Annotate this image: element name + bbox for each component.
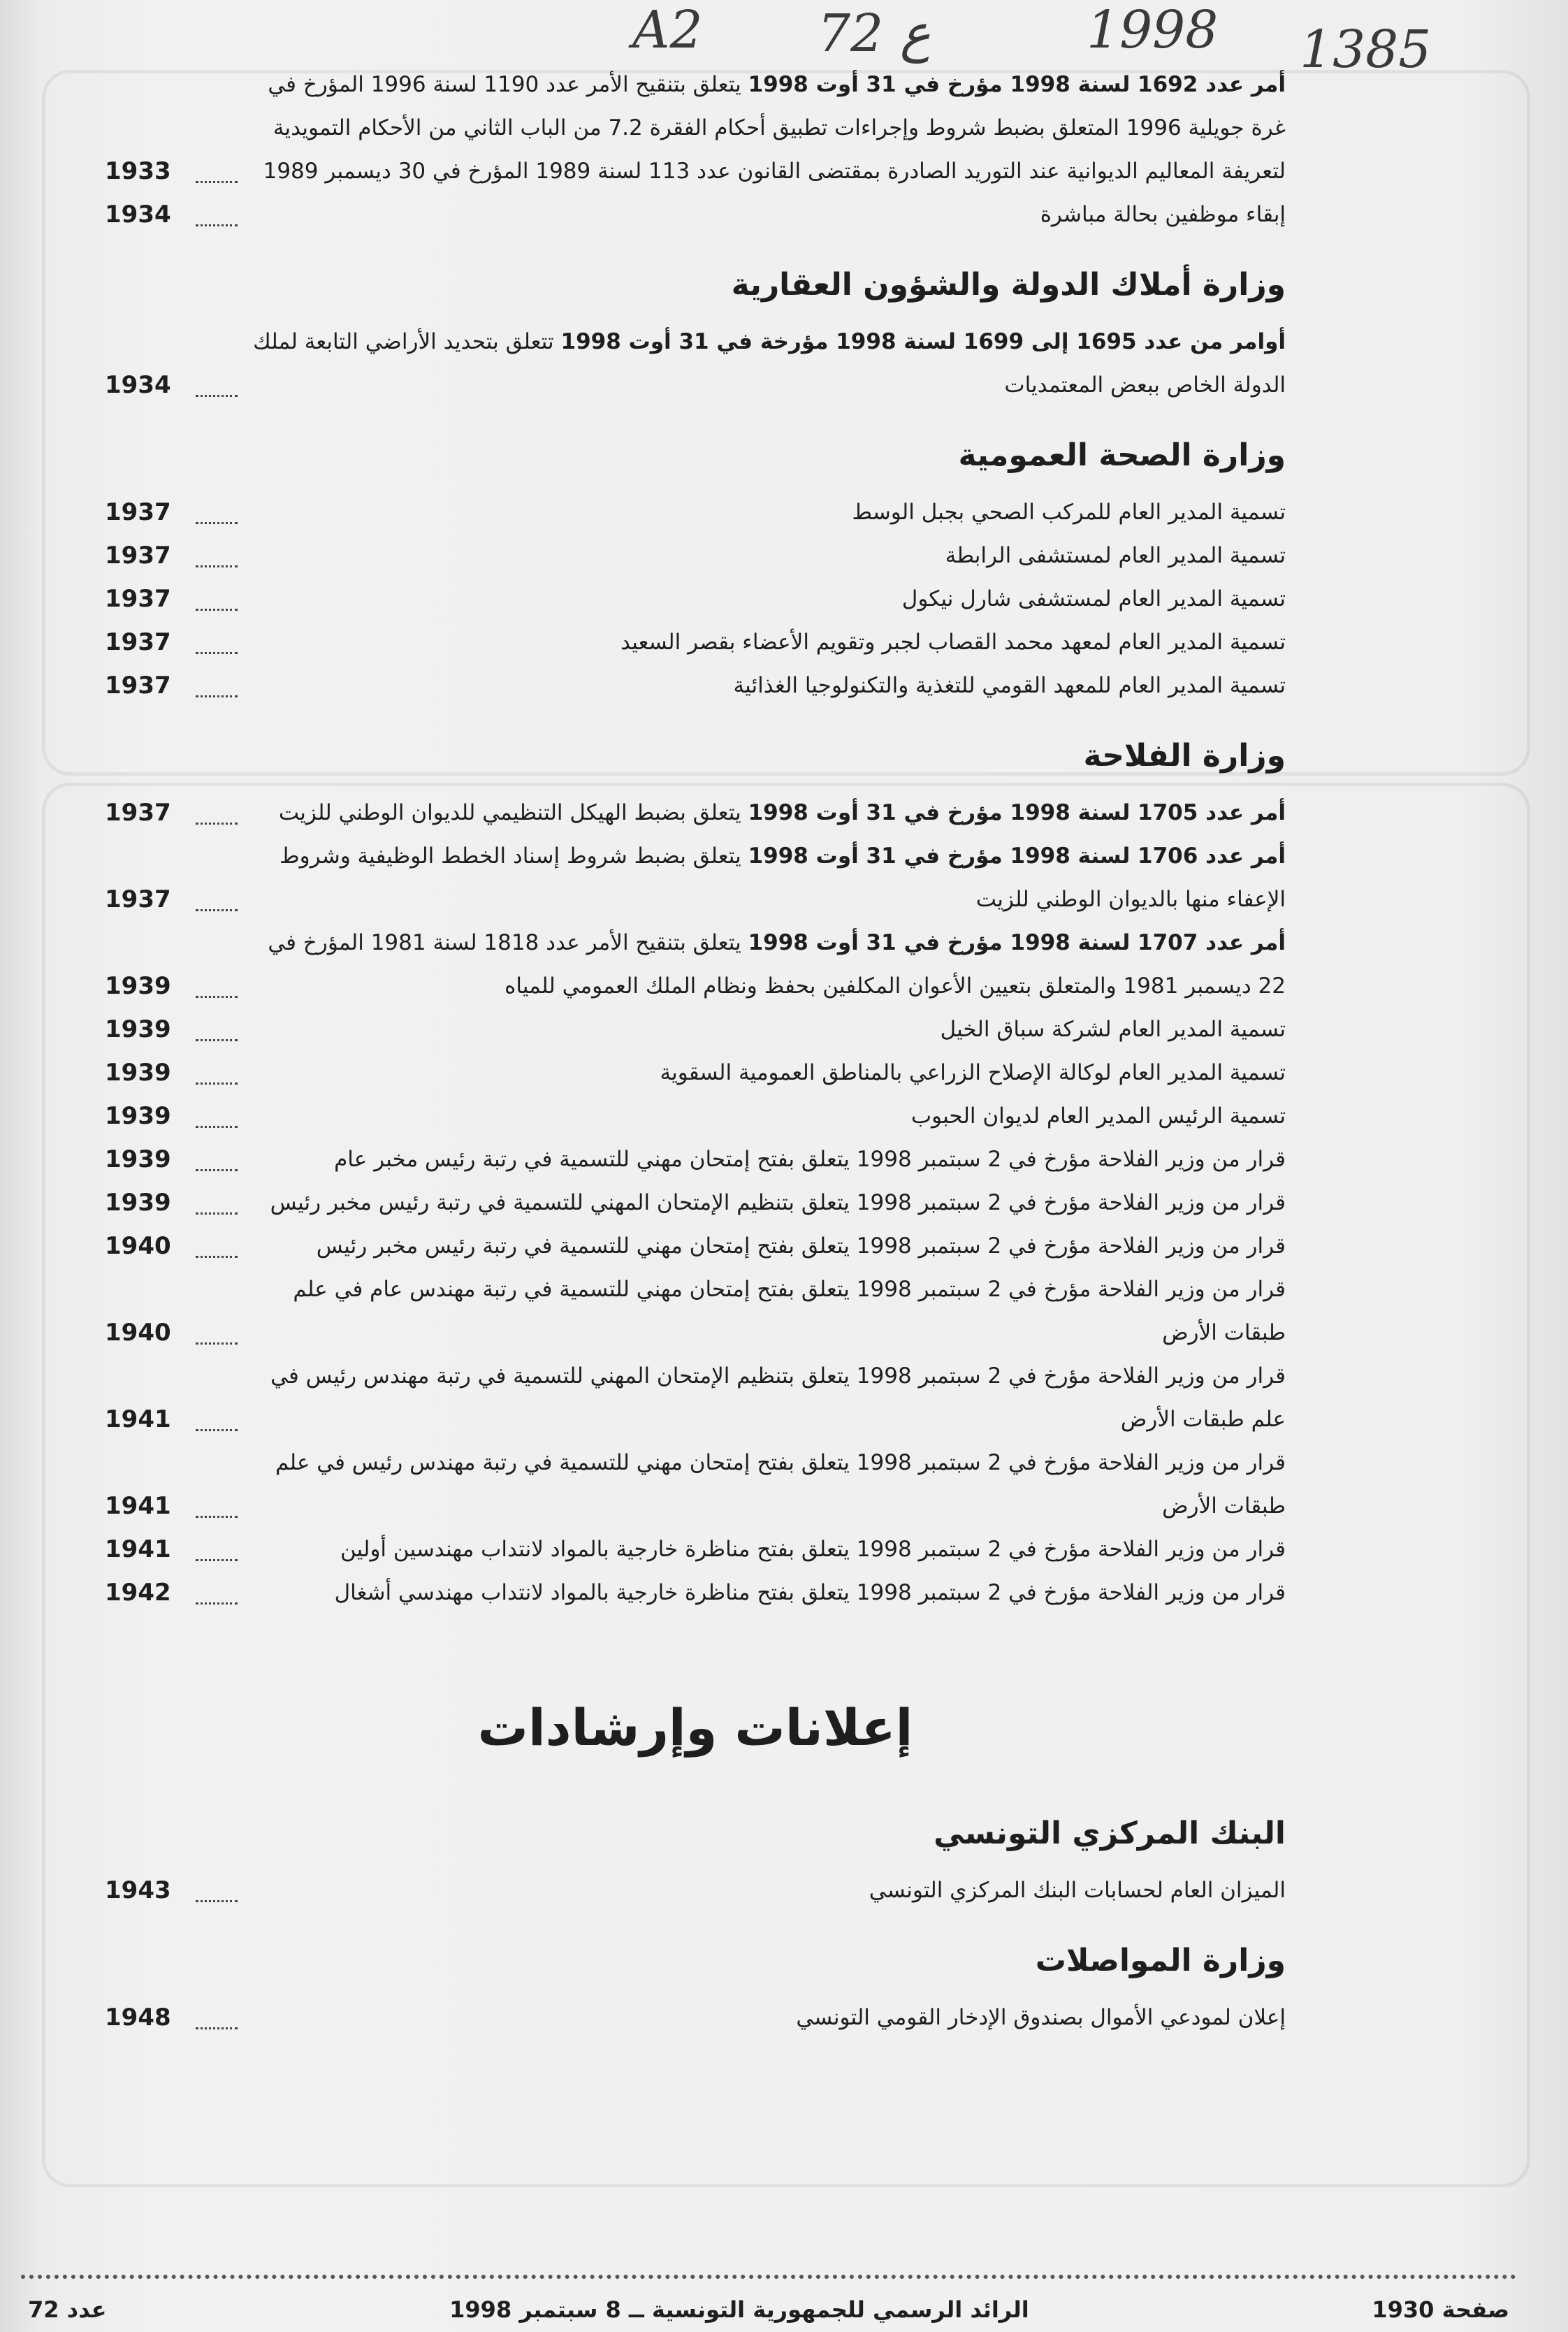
section-title: وزارة الفلاحة <box>1083 738 1286 774</box>
toc-entry-title: يتعلق بضبط الهيكل التنظيمي للديوان الوطني للزيت <box>278 800 748 825</box>
toc-entry-title: يتعلق بتنقيح الأمر عدد 1818 لسنة 1981 المؤرخ في 22 ديسمبر 1981 والمتعلق بتعيين الأعوان المكلفين بحفظ ونظام الملك العمومي للمياه <box>268 930 1286 999</box>
toc-entry-text <box>189 1354 1286 1441</box>
toc-entry-page: 1942 <box>105 1579 171 1607</box>
footer-page-label: صفحة 1930 <box>1372 2296 1509 2323</box>
toc-entry-title: تتعلق بتحديد الأراضي التابعة لملك الدولة الخاص ببعض المعتمديات <box>253 329 1286 398</box>
toc-entry-page: 1934 <box>105 371 171 399</box>
toc-entry-page: 1937 <box>105 628 171 656</box>
toc-entry-text <box>189 1008 1286 1051</box>
toc-entry-text <box>189 1181 1286 1224</box>
toc-entry-page: 1941 <box>105 1492 171 1520</box>
toc-entry <box>105 921 1286 1008</box>
leader-dots <box>196 1900 238 1902</box>
toc-entry-title: إعلان لمودعي الأموال بصندوق الإدخار القومي التونسي <box>796 2005 1286 2030</box>
toc-entry-text <box>189 791 1286 834</box>
toc-entry-page: 1939 <box>105 1059 171 1087</box>
toc-entry <box>105 1224 1286 1268</box>
section-title: وزارة أملاك الدولة والشؤون العقارية <box>731 267 1286 303</box>
toc-entry <box>105 577 1286 621</box>
leader-dots <box>196 1516 238 1518</box>
footer-divider <box>21 2275 1516 2279</box>
toc-entry-title: تسمية المدير العام للمعهد القومي للتغذية والتكنولوجيا الغذائية <box>733 673 1286 698</box>
toc-entry-lead: أمر عدد 1706 لسنة 1998 مؤرخ في 31 أوت 1998 <box>748 843 1286 869</box>
leader-dots <box>196 1212 238 1215</box>
leader-dots <box>196 224 238 226</box>
leader-dots <box>196 1039 238 1041</box>
toc-entry-lead: أمر عدد 1692 لسنة 1998 مؤرخ في 31 أوت 1998 <box>748 72 1286 97</box>
toc-entry <box>105 1869 1286 1912</box>
toc-entry-lead: أمر عدد 1707 لسنة 1998 مؤرخ في 31 أوت 1998 <box>748 930 1286 955</box>
leader-dots <box>196 909 238 911</box>
handwritten-number: 1385 <box>1300 20 1432 80</box>
toc-entry-title: قرار من وزير الفلاحة مؤرخ في 2 سبتمبر 1998 يتعلق بفتح إمتحان مهني للتسمية في رتبة رئيس مخبر رئيس <box>316 1233 1286 1259</box>
toc-entry-text <box>189 1051 1286 1094</box>
toc-entry <box>105 1268 1286 1354</box>
toc-entry-page: 1939 <box>105 972 171 1000</box>
toc-entry-text <box>189 664 1286 707</box>
toc-entry-page: 1937 <box>105 672 171 700</box>
toc-entry <box>105 1441 1286 1528</box>
handwritten-ref-b: 72 ع <box>818 3 931 64</box>
toc-entry-text <box>189 1996 1286 2039</box>
toc-entry-page: 1939 <box>105 1189 171 1217</box>
toc-entry <box>105 63 1286 193</box>
sections-list <box>105 264 1286 1614</box>
toc-entry-title: تسمية المدير العام لمستشفى شارل نيكول <box>901 586 1286 611</box>
toc-entry <box>105 1571 1286 1614</box>
page-footer <box>28 2292 1509 2327</box>
toc-entry <box>105 791 1286 834</box>
leader-dots <box>196 1126 238 1128</box>
toc-entry-title: تسمية الرئيس المدير العام لديوان الحبوب <box>910 1103 1286 1129</box>
toc-entry-title: إبقاء موظفين بحالة مباشرة <box>1040 202 1286 227</box>
toc-entry-page: 1941 <box>105 1405 171 1433</box>
toc-entry-page: 1937 <box>105 799 171 827</box>
toc-entry-page: 1940 <box>105 1319 171 1347</box>
toc-entry-title: تسمية المدير العام لوكالة الإصلاح الزراعي بالمناطق العمومية السقوية <box>660 1060 1286 1085</box>
leader-dots <box>196 609 238 611</box>
toc-entry-page: 1940 <box>105 1232 171 1260</box>
leader-dots <box>196 1169 238 1171</box>
leader-dots <box>196 823 238 825</box>
toc-entry-title: قرار من وزير الفلاحة مؤرخ في 2 سبتمبر 1998 يتعلق بفتح مناظرة خارجية بالمواد لانتداب مهندسي أشغال <box>334 1580 1286 1605</box>
toc-entry-title: قرار من وزير الفلاحة مؤرخ في 2 سبتمبر 1998 يتعلق بفتح مناظرة خارجية بالمواد لانتداب مهندسين أولين <box>340 1537 1286 1562</box>
toc-entry <box>105 621 1286 664</box>
section-title: وزارة المواصلات <box>1035 1943 1286 1978</box>
leader-dots <box>196 996 238 998</box>
toc-entry <box>105 1051 1286 1094</box>
toc-entry-text <box>189 1441 1286 1528</box>
toc-entry-text <box>189 534 1286 577</box>
toc-entry-text <box>189 1869 1286 1912</box>
toc-entry-title: قرار من وزير الفلاحة مؤرخ في 2 سبتمبر 1998 يتعلق بتنظيم الإمتحان المهني للتسمية في رتبة رئيس مخبر رئيس <box>270 1190 1286 1215</box>
leader-dots <box>196 395 238 397</box>
toc-entry-text <box>189 491 1286 534</box>
toc-entry-title: يتعلق بضبط شروط إسناد الخطط الوظيفية وشروط الإعفاء منها بالديوان الوطني للزيت <box>279 843 1286 912</box>
toc-entry-page: 1937 <box>105 885 171 913</box>
toc-entry-text <box>189 193 1286 236</box>
table-of-contents <box>105 63 1286 2039</box>
toc-entry-text <box>189 1224 1286 1268</box>
toc-entry <box>105 834 1286 921</box>
toc-entry-title: يتعلق بتنقيح الأمر عدد 1190 لسنة 1996 المؤرخ في غرة جويلية 1996 المتعلق بضبط شروط وإجراءات تطبيق أحكام الفقرة 7.2 من الباب الثاني من الأحكام التمويدية لتعريفة المعاليم الديوانية عند التوريد الصادرة بمقتضى القانون عدد 113 لسنة 1989 المؤرخ في 30 ديسمبر 1989 <box>263 72 1286 184</box>
leader-dots <box>196 522 238 524</box>
leader-dots <box>196 565 238 567</box>
footer-center: الرائد الرسمي للجمهورية التونسية ــ 8 سبتمبر 1998 <box>449 2296 1029 2323</box>
handwritten-ref-a: A2 <box>632 0 703 60</box>
toc-entry <box>105 193 1286 236</box>
toc-entry <box>105 1528 1286 1571</box>
toc-entry-title: تسمية المدير العام لمستشفى الرابطة <box>945 543 1286 568</box>
handwritten-year: 1998 <box>1087 0 1219 60</box>
toc-entry-text <box>189 1571 1286 1614</box>
leader-dots <box>196 1602 238 1605</box>
section-title: البنك المركزي التونسي <box>934 1816 1286 1851</box>
toc-entry-page: 1937 <box>105 542 171 570</box>
toc-entry-lead: أوامر من عدد 1695 إلى 1699 لسنة 1998 مؤرخة في 31 أوت 1998 <box>560 329 1286 354</box>
toc-entry-page: 1934 <box>105 201 171 229</box>
toc-entry-text <box>189 921 1286 1008</box>
toc-entry-text <box>189 63 1286 193</box>
toc-entry-title: الميزان العام لحسابات البنك المركزي التونسي <box>869 1878 1286 1903</box>
toc-entry-text <box>189 1138 1286 1181</box>
footer-issue: عدد 72 <box>28 2296 107 2323</box>
toc-entry-text <box>189 320 1286 407</box>
toc-entry-page: 1933 <box>105 157 171 185</box>
toc-entry <box>105 1181 1286 1224</box>
toc-entry-text <box>189 621 1286 664</box>
toc-entry-title: تسمية المدير العام لمعهد محمد القصاب لجبر وتقويم الأعضاء بقصر السعيد <box>620 630 1286 655</box>
toc-entry <box>105 1094 1286 1138</box>
toc-entry-title: قرار من وزير الفلاحة مؤرخ في 2 سبتمبر 1998 يتعلق بفتح إمتحان مهني للتسمية في رتبة رئيس مخبر عام <box>334 1147 1286 1172</box>
toc-entry-title: قرار من وزير الفلاحة مؤرخ في 2 سبتمبر 1998 يتعلق بفتح إمتحان مهني للتسمية في رتبة مهندس رئيس في علم طبقات الأرض <box>275 1450 1286 1519</box>
leader-dots <box>196 1429 238 1431</box>
toc-entry-page: 1937 <box>105 498 171 526</box>
toc-entry-page: 1941 <box>105 1535 171 1563</box>
section-title: وزارة الصحة العمومية <box>958 437 1286 473</box>
top-entries-list <box>105 63 1286 236</box>
toc-entry-text <box>189 577 1286 621</box>
toc-entry-page: 1939 <box>105 1145 171 1173</box>
toc-entry-title: قرار من وزير الفلاحة مؤرخ في 2 سبتمبر 1998 يتعلق بتنظيم الإمتحان المهني للتسمية في رتبة مهندس رئيس في علم طبقات الأرض <box>270 1363 1286 1432</box>
toc-entry-text <box>189 1094 1286 1138</box>
toc-entry <box>105 534 1286 577</box>
toc-entry <box>105 320 1286 407</box>
toc-entry-page: 1939 <box>105 1102 171 1130</box>
leader-dots <box>196 1342 238 1345</box>
toc-entry-page: 1939 <box>105 1015 171 1043</box>
toc-entry-page: 1937 <box>105 585 171 613</box>
toc-entry-text <box>189 1528 1286 1571</box>
leader-dots <box>196 652 238 654</box>
toc-entry-title: تسمية المدير العام لشركة سباق الخيل <box>940 1017 1286 1042</box>
toc-entry <box>105 491 1286 534</box>
toc-entry <box>105 1996 1286 2039</box>
announcement-sections-list <box>105 1813 1286 2039</box>
leader-dots <box>196 2027 238 2029</box>
leader-dots <box>196 181 238 183</box>
toc-entry-title: قرار من وزير الفلاحة مؤرخ في 2 سبتمبر 1998 يتعلق بفتح إمتحان مهني للتسمية في رتبة مهندس عام في علم طبقات الأرض <box>293 1277 1286 1345</box>
leader-dots <box>196 1082 238 1085</box>
leader-dots <box>196 1559 238 1561</box>
toc-entry-page: 1943 <box>105 1876 171 1904</box>
announcements-title: إعلانات وإرشادات <box>477 1698 913 1757</box>
toc-entry-title: تسمية المدير العام للمركب الصحي بجبل الوسط <box>852 500 1286 525</box>
toc-entry-lead: أمر عدد 1705 لسنة 1998 مؤرخ في 31 أوت 1998 <box>748 800 1286 825</box>
toc-entry <box>105 1008 1286 1051</box>
toc-entry-text <box>189 1268 1286 1354</box>
toc-entry-page: 1948 <box>105 2004 171 2032</box>
leader-dots <box>196 695 238 697</box>
toc-entry <box>105 664 1286 707</box>
toc-entry <box>105 1354 1286 1441</box>
leader-dots <box>196 1256 238 1258</box>
toc-entry-text <box>189 834 1286 921</box>
toc-entry <box>105 1138 1286 1181</box>
